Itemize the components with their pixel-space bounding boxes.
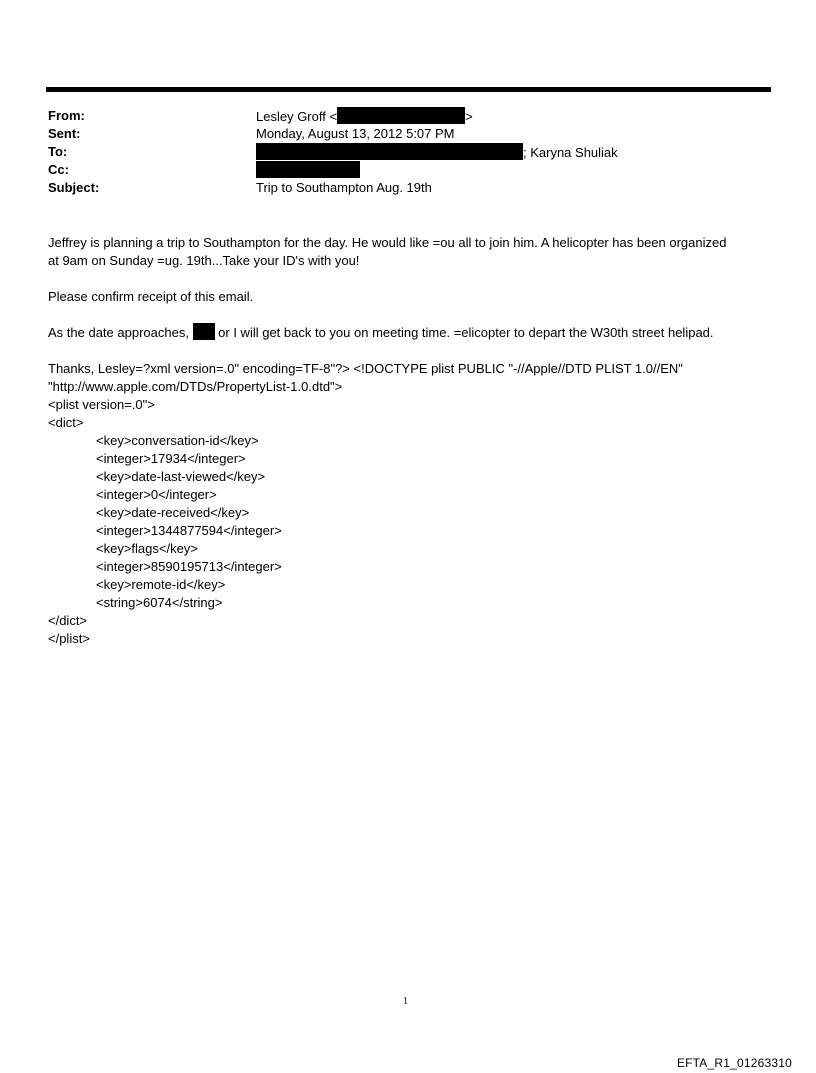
sent-value: Monday, August 13, 2012 5:07 PM xyxy=(256,126,455,141)
sent-row xyxy=(48,125,768,143)
body-paragraph-3-start: As the date approaches, xyxy=(48,325,193,340)
redacted-email-block xyxy=(337,107,465,124)
body-paragraph-2: Please confirm receipt of this email. xyxy=(48,289,254,304)
plist-line: <string>6074</string> xyxy=(96,595,223,610)
subject-row xyxy=(48,179,768,197)
to-value xyxy=(256,143,618,162)
body-paragraph-1 xyxy=(48,234,726,270)
body-paragraph-1-line-2: at 9am on Sunday =ug. 19th...Take your ID's with you! xyxy=(48,253,360,268)
subject-value: Trip to Southampton Aug. 19th xyxy=(256,180,432,195)
plist-open-tag: <plist version=.0"> xyxy=(48,397,155,412)
plist-line: <integer>17934</integer> xyxy=(96,451,246,466)
cc-label: Cc: xyxy=(48,162,69,177)
body-paragraph-3-end: or I will get back to you on meeting time. =elicopter to depart the W30th street helipad. xyxy=(214,325,714,340)
from-close-bracket: > xyxy=(465,109,473,124)
plist-line: <integer>8590195713</integer> xyxy=(96,559,282,574)
redacted-cc-block xyxy=(256,161,360,178)
plist-line: <key>date-last-viewed</key> xyxy=(96,469,266,484)
dict-open-tag: <dict> xyxy=(48,415,84,430)
body-paragraph-4 xyxy=(48,360,683,648)
body-paragraph-1-line-1: Jeffrey is planning a trip to Southampton for the day. He would like =ou all to join him. A helicopter has been organized xyxy=(48,235,727,250)
from-name: Lesley Groff < xyxy=(256,109,338,124)
plist-line: <key>flags</key> xyxy=(96,541,198,556)
plist-line: <integer>0</integer> xyxy=(96,487,217,502)
cc-value xyxy=(256,161,360,180)
sent-label: Sent: xyxy=(48,126,81,141)
cc-row xyxy=(48,161,768,179)
body-paragraph-3 xyxy=(48,323,714,342)
redacted-recipients-block xyxy=(256,143,523,160)
redacted-name-block xyxy=(193,323,215,340)
page-number: 1 xyxy=(403,996,408,1007)
dict-close-tag: </dict> xyxy=(48,613,88,628)
document-id: EFTA_R1_01263310 xyxy=(676,1056,792,1070)
from-row xyxy=(48,107,768,125)
to-row xyxy=(48,143,768,161)
header-divider xyxy=(46,87,771,92)
plist-line: <key>remote-id</key> xyxy=(96,577,226,592)
body-paragraph-4-line-1: Thanks, Lesley=?xml version=.0" encoding=TF-8"?> <!DOCTYPE plist PUBLIC "-//Apple//DTD PLIST 1.0//EN" xyxy=(48,361,683,376)
body-paragraph-4-line-2: "http://www.apple.com/DTDs/PropertyList-1.0.dtd"> xyxy=(48,379,343,394)
subject-label: Subject: xyxy=(48,180,100,195)
from-value xyxy=(256,107,473,126)
plist-line: <integer>1344877594</integer> xyxy=(96,523,282,538)
plist-close-tag: </plist> xyxy=(48,631,90,646)
plist-line: <key>conversation-id</key> xyxy=(96,433,259,448)
to-label: To: xyxy=(48,144,68,159)
from-label: From: xyxy=(48,108,85,123)
plist-line: <key>date-received</key> xyxy=(96,505,250,520)
to-additional-recipient: ; Karyna Shuliak xyxy=(523,145,618,160)
